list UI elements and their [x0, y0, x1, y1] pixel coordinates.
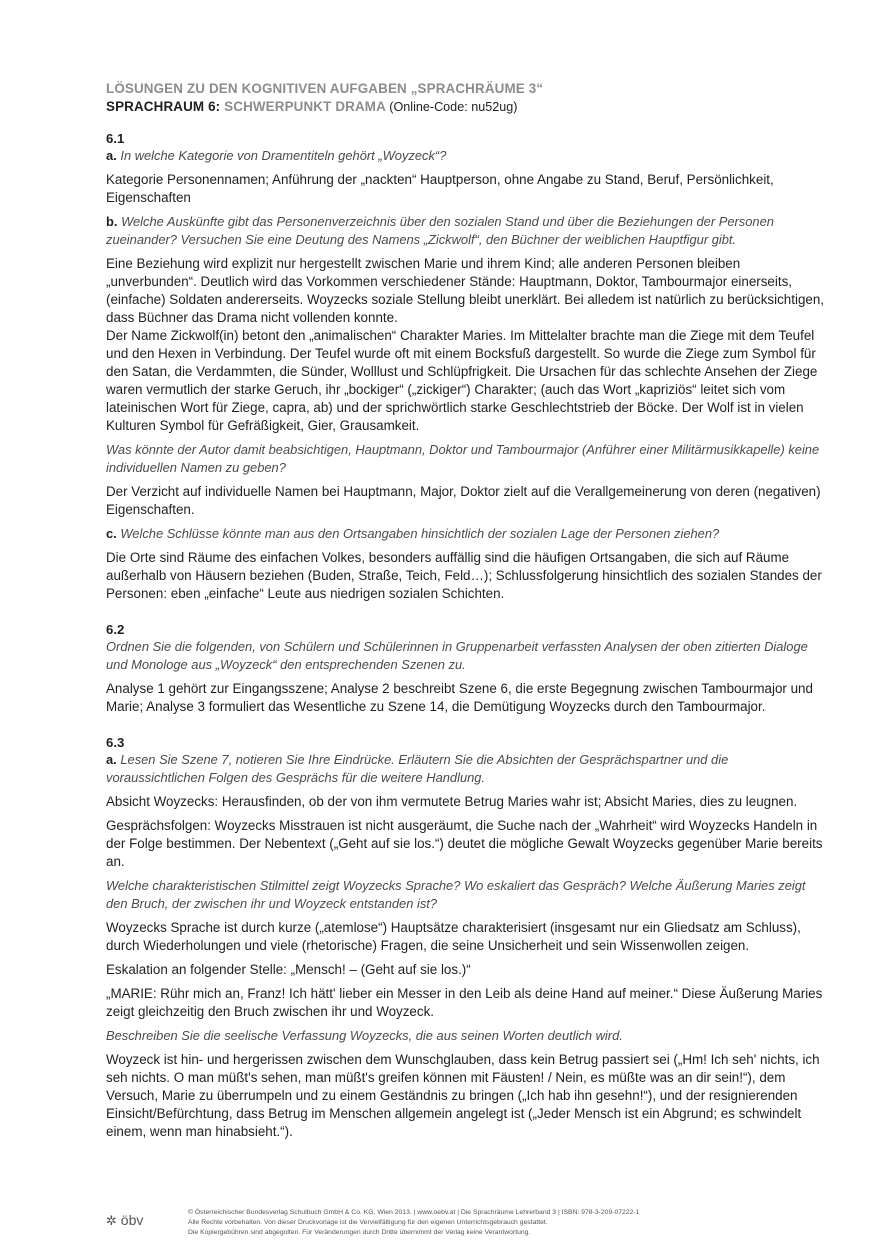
- answer-6-1-b-1: Eine Beziehung wird explizit nur hergestellt zwischen Marie und ihrem Kind; alle anderen Personen bleiben „unverbunden“. Deutlich wird das Vorkommen verschiedener Stände: Hauptmann, Doktor, Tambourmajor einerseits, (einfache) Soldaten andererseits. Woyzecks soziale Stellung bleibt unerklärt. Bei alledem ist natürlich zu berücksichtigen, dass Büchner das Drama nicht vollenden konnte.: [106, 256, 825, 325]
- asterisk-icon: ✲: [106, 1213, 117, 1228]
- copyright-notice: © Österreichischer Bundesverlag Schulbuch GmbH & Co. KG, Wien 2013. | www.oebv.at | Die Sprachräume Lehrerband 3 | ISBN: 978-3-209-07222-1 Alle Rechte vorbehalten. Von dieser Druckvorlage ist die Vervielfältigung für den eigenen Unterrichtsgebrauch gestattet. Die Kopiergebühren sind abgegolten. Für Veränderungen durch Dritte übernimmt der Verlag keine Verantwortung.: [188, 1209, 640, 1236]
- question-6-1-c: c. Welche Schlüsse könnte man aus den Ortsangaben hinsichtlich der sozialen Lage der Personen ziehen?: [106, 526, 720, 541]
- section-number-6-2: 6.2: [106, 622, 125, 637]
- publisher-logo: ✲ öbv: [106, 1212, 144, 1228]
- document-title: LÖSUNGEN ZU DEN KOGNITIVEN AUFGABEN „SPRACHRÄUME 3“: [106, 81, 544, 96]
- label-b: b.: [106, 214, 118, 229]
- answer-6-2: Analyse 1 gehört zur Eingangsszene; Analyse 2 beschreibt Szene 6, die erste Begegnung zwischen Tambourmajor und Marie; Analyse 3 formuliert das Wesentliche zu Szene 14, die Demütigung Woyzecks durch den Tambourmajor.: [106, 681, 813, 714]
- document-page: [106, 80, 828, 1141]
- question-6-2: Ordnen Sie die folgenden, von Schülern und Schülerinnen in Gruppenarbeit verfassten Analysen der oben zitierten Dialoge und Monologe aus „Woyzeck“ den entsprechenden Szenen zu.: [106, 639, 808, 672]
- answer-6-3-a-4: Eskalation an folgender Stelle: „Mensch! – (Geht auf sie los.)“: [106, 962, 471, 977]
- section-title-topic: SCHWERPUNKT DRAMA: [224, 99, 386, 114]
- answer-6-1-c: Die Orte sind Räume des einfachen Volkes, besonders auffällig sind die häufigen Ortsangaben, die sich auf Räume außerhalb von Häusern beziehen (Buden, Straße, Teich, Feld…); Schlussfolgerung hinsichtlich des sozialen Standes der Personen: eben „einfache“ Leute aus niedrigen sozialen Schichten.: [106, 550, 822, 601]
- section-title: [106, 98, 828, 116]
- label-a: a.: [106, 148, 117, 163]
- section-number-6-1: 6.1: [106, 131, 125, 146]
- question-6-3-a-3: Beschreiben Sie die seelische Verfassung Woyzecks, die aus seinen Worten deutlich wird.: [106, 1028, 623, 1043]
- answer-6-3-a-6: Woyzeck ist hin- und hergerissen zwischen dem Wunschglauben, dass kein Betrug passiert sei („Hm! Ich seh' nichts, ich seh nichts. O man müßt's sehen, man müßt's greifen können mit Fäusten! / Nein, es müßte was an dir sein!“), dem Versuch, Marie zu überrumpeln und zu einem Geständnis zu bringen („Ich hab ihn gesehn!“), und der resignierenden Einsicht/Befürchtung, dass Betrug im Menschen allgemein angelegt ist („Jeder Mensch ist ein Abgrund; es schwindelt einem, wenn man hinabsieht.“).: [106, 1052, 820, 1139]
- label-a: a.: [106, 752, 117, 767]
- question-6-1-b-2: Was könnte der Autor damit beabsichtigen, Hauptmann, Doktor und Tambourmajor (Anführer einer Militärmusikkapelle) keine individuellen Namen zu geben?: [106, 442, 820, 475]
- answer-6-3-a-3: Woyzecks Sprache ist durch kurze („atemlose“) Hauptsätze charakterisiert (insgesamt nur ein Gliedsatz am Schluss), durch Wiederholungen und viele (rhetorische) Fragen, die seine Unsicherheit und sein Wissenwollen zeigen.: [106, 920, 801, 953]
- question-6-3-a: a. Lesen Sie Szene 7, notieren Sie Ihre Eindrücke. Erläutern Sie die Absichten der Gesprächspartner und die voraussichtlichen Folgen des Gesprächs für die weitere Handlung.: [106, 752, 729, 785]
- section-title-bold: SPRACHRAUM 6:: [106, 99, 221, 114]
- question-6-3-a-2: Welche charakteristischen Stilmittel zeigt Woyzecks Sprache? Wo eskaliert das Gespräch? Welche Äußerung Maries zeigt den Bruch, der zwischen ihr und Woyzeck entstanden ist?: [106, 878, 806, 911]
- answer-6-1-b-2: Der Name Zickwolf(in) betont den „animalischen“ Charakter Maries. Im Mittelalter brachte man die Ziege mit dem Teufel und den Hexen in Verbindung. Der Teufel wurde oft mit einem Bocksfuß dargestellt. So wurde die Ziege zum Symbol für den Satan, die Verdammten, die Sünder, Wolllust und Schlüpfrigkeit. Die Ursachen für das schlechte Ansehen der Ziege waren vermutlich der starke Geruch, ihr „bockiger“ („zickiger“) Charakter; (auch das Wort „kapriziös“ leitet sich vom lateinischen Wort für Ziege, capra, ab) und der sprichwörtlich starke Geschlechtstrieb der Böcke. Der Wolf ist in vielen Kulturen Symbol für Gefräßigkeit, Gier, Grausamkeit.: [106, 328, 818, 433]
- section-number-6-3: 6.3: [106, 735, 125, 750]
- label-c: c.: [106, 526, 117, 541]
- answer-6-3-a-5: „MARIE: Rühr mich an, Franz! Ich hätt' lieber ein Messer in den Leib als deine Hand auf meiner.“ Diese Äußerung Maries zeigt gleichzeitig den Bruch zwischen ihr und Woyzeck.: [106, 986, 823, 1019]
- answer-6-3-a-2: Gesprächsfolgen: Woyzecks Misstrauen ist nicht ausgeräumt, die Suche nach der „Wahrheit“ wird Woyzecks Handeln in der Folge bestimmen. Der Nebentext („Geht auf sie los.“) deutet die mögliche Gewalt Woyzecks gegenüber Marie bereits an.: [106, 818, 823, 869]
- question-6-1-a: a. In welche Kategorie von Dramentiteln gehört „Woyzeck“?: [106, 148, 447, 163]
- online-code: (Online-Code: nu52ug): [389, 100, 518, 114]
- answer-6-3-a-1: Absicht Woyzecks: Herausfinden, ob der von ihm vermutete Betrug Maries wahr ist; Absicht Maries, dies zu leugnen.: [106, 794, 798, 809]
- answer-6-1-a: Kategorie Personennamen; Anführung der „nackten“ Hauptperson, ohne Angabe zu Stand, Beruf, Persönlichkeit, Eigenschaften: [106, 172, 774, 205]
- answer-6-1-b-3: Der Verzicht auf individuelle Namen bei Hauptmann, Major, Doktor zielt auf die Verallgemeinerung von deren (negativen) Eigenschaften.: [106, 484, 821, 517]
- question-6-1-b: b. Welche Auskünfte gibt das Personenverzeichnis über den sozialen Stand und über die Beziehungen der Personen zueinander? Versuchen Sie eine Deutung des Namens „Zickwolf“, den Büchner der weiblichen Hauptfigur gibt.: [106, 214, 774, 247]
